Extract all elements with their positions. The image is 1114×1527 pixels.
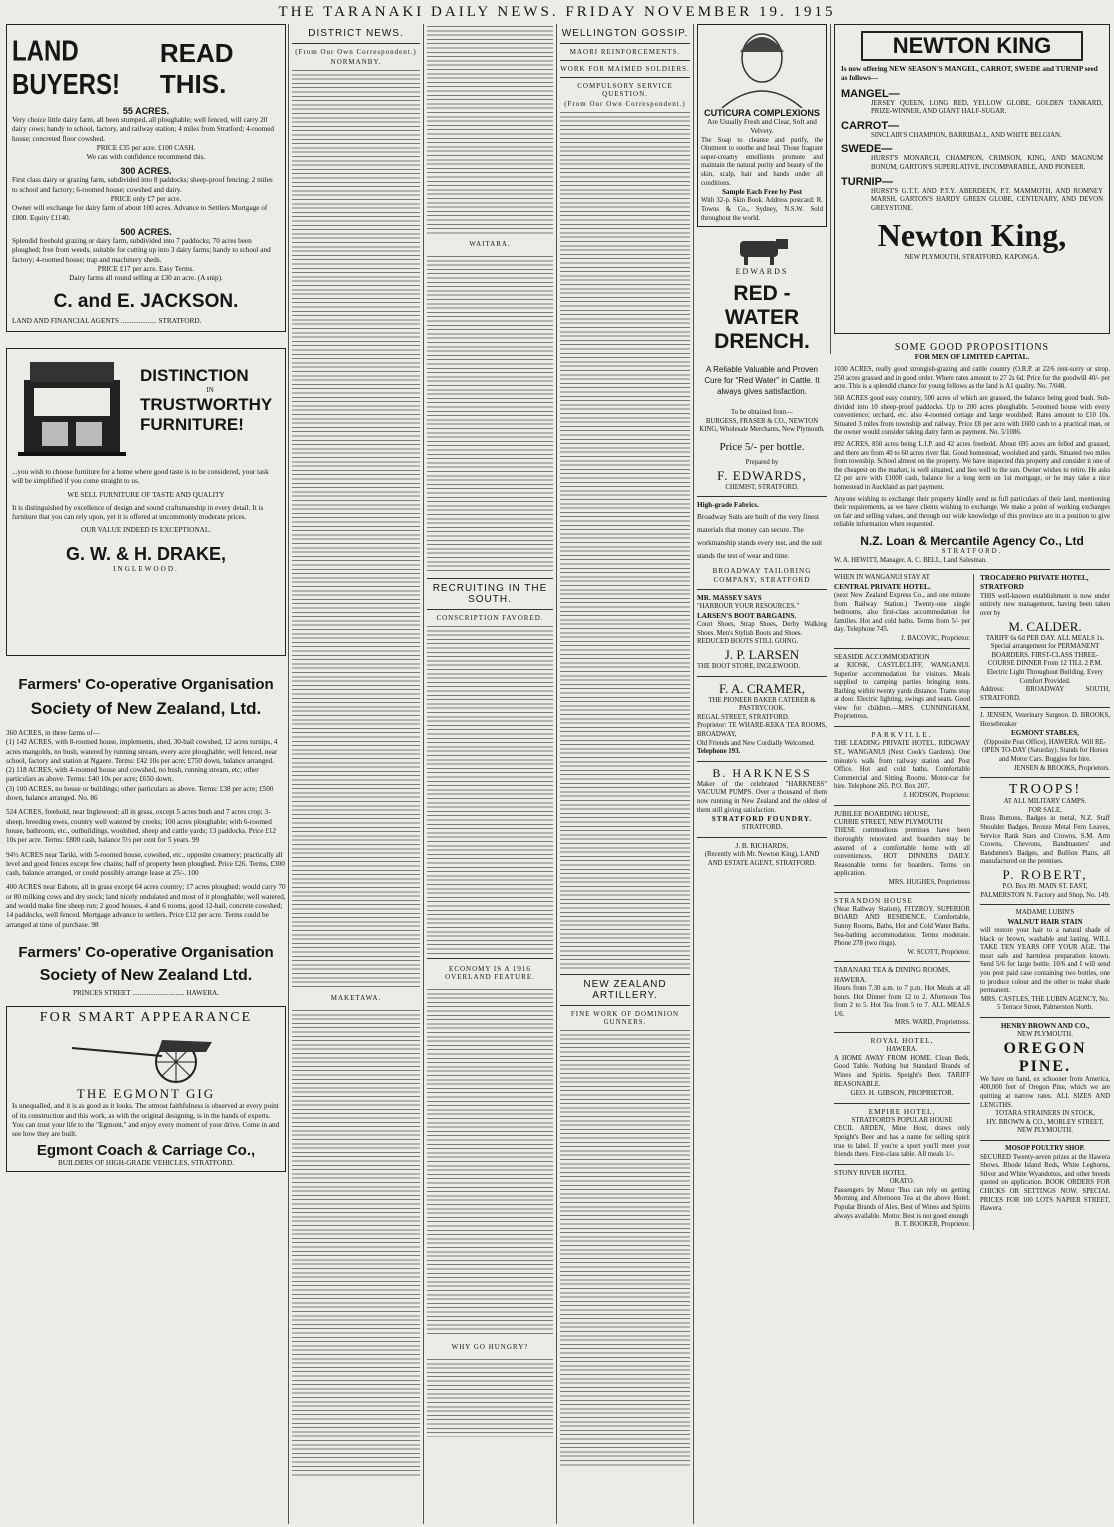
farmers-advert-1 — [6, 676, 286, 930]
royal-text: A HOME AWAY FROM HOME. Clean Beds, Good Table. Nothing but Standard Brands of Wines and Spirits. Speight's Beer. TARIFF REASONABLE. — [834, 1054, 970, 1088]
column-rule — [556, 24, 557, 1524]
drench-text: A Reliable Valuable and Proven Cure for "Red Water" in Cattle. It always gives satisfaction. — [704, 365, 820, 397]
hy-brown-line: HY. BROWN & CO., MORLEY STREET, NEW PLYMOUTH. — [986, 1118, 1104, 1135]
trustworthy-heading: TRUSTWORTHY — [140, 395, 273, 415]
acres-55-note: We can with confidence recommend this. — [86, 153, 206, 162]
robert-name: P. ROBERT, — [1002, 866, 1088, 882]
trocadero-text: THIS well-known establishment is now under entirely new management, having been taken over by — [980, 592, 1110, 617]
jensen-line: J. JENSEN, Veterinary Surgeon. D. BROOKS, Horsebreaker — [980, 712, 1110, 728]
troops-heading: TROOPS! — [1008, 782, 1082, 798]
carrot-list: SINCLAIR'S CHAMPION, BARRIBALL, AND WHITE BELGIAN. — [871, 131, 1062, 139]
nz-loan-name: N.Z. Loan & Mercantile Agency Co., Ltd — [860, 533, 1084, 548]
gibson-line: GEO. H. GIBSON, PROPRIETOR. — [850, 1089, 954, 1098]
mangel-heading: MANGEL— — [841, 87, 900, 100]
drake-name: G. W. & H. DRAKE, — [65, 543, 226, 564]
for-sale-line: FOR SALE, — [1028, 806, 1062, 814]
swede-list: HURST'S MONARCH, CHAMPION, CRIMSON, KING, AND MAGNUM BONUM, GARTON'S SUPERLATIVE, INCOMPARABLE, AND PIONEER. — [871, 155, 1103, 171]
richards-text: (Recently with Mr. Newton King), LAND AND ESTATE AGENT, STRATFORD. — [704, 851, 820, 867]
farmers-advert-2 — [6, 944, 286, 998]
wellington-body — [560, 110, 690, 970]
oregon-text: We have on hand, ex schooner from America, 400,000 feet of Oregon Pine, which we are quitting at narrow rates. ALL SIZES AND LENGTHS. — [980, 1075, 1110, 1109]
egmont-gig-heading: THE EGMONT GIG — [76, 1086, 216, 1102]
why-go-hungry-heading: WHY GO HUNGRY? — [451, 1343, 529, 1351]
cuticura-sub: Are Usually Fresh and Clear, Soft and Velvety. — [707, 118, 817, 136]
central-text: (next New Zealand Express Co., and one minute from Railway Station.) Twenty-one single bedrooms, also first-class accommodation for families. Hot and cold baths. Terms from 5/- per day. Telephone 745. — [834, 592, 970, 634]
prop-1030: 1030 ACRES, really good strongish-grazing and cattle country (O.R.P. at 22/6 rent-sorry or strop. 250 acres grassed and in good order. Where rates amount to 27 2s 6d. Price for the goodwill 40/- per acre. This is a splendid chance for young fellows as the land is A1 quality. No. 7/048. — [834, 366, 1110, 391]
bacovic-line: J. BACOVIC, Proprietor. — [901, 635, 970, 643]
column-2 — [292, 24, 420, 1478]
waitara-heading: WAITARA. — [469, 240, 511, 248]
foundry-place: STRATFORD. — [741, 824, 783, 832]
robert-address: P.O. Box 89. MAIN ST. EAST, PALMERSTON N. Factory and Shop, No. 149. — [980, 882, 1110, 899]
distinction-heading: DISTINCTION — [140, 366, 249, 385]
seaside-heading: SEASIDE ACCOMMODATION — [834, 652, 930, 661]
totara-line: TOTARA STRAINERS IN STOCK, — [995, 1110, 1095, 1118]
walnut-heading: WALNUT HAIR STAIN — [1007, 917, 1083, 926]
calder-name: M. CALDER. — [1008, 618, 1082, 634]
cramer-name: F. A. CRAMER, — [718, 680, 805, 696]
own-correspondent: (From Our Own Correspondent.) — [295, 48, 417, 56]
district-news-heading: DISTRICT NEWS. — [308, 28, 404, 39]
trocadero-address: Address: BROADWAY SOUTH, STRATFORD. — [980, 686, 1110, 702]
smart-appearance: FOR SMART APPEARANCE — [39, 1010, 253, 1026]
royal-place: HAWERA. — [886, 1046, 918, 1054]
fabrics-heading: High-grade Fabrics. — [697, 501, 759, 510]
troops-text: Brass Buttons, Badges in metal, N.Z. Staff Shoulder Badges, Bronze Metal Fern Leaves, Service Rank Stars and Crowns, S.M. Arm Crowns, Chevrons, Bandmasters' and Bandsmen's Badges, and Bullion Plaits, all manufactured on the premises. — [980, 815, 1110, 866]
recruiting-heading: RECRUITING IN THE SOUTH. — [432, 583, 548, 605]
turnip-list: HURST'S G.T.T. AND P.T.Y. ABERDEEN, P.T. MAMMOTH, AND ROMNEY MARSH, GARTON'S HARDY GREEN GLOBE, CENTENARY, AND DEVON GREYSTONE. — [871, 187, 1103, 212]
foundry-name: STRATFORD FOUNDRY. — [711, 815, 813, 824]
nz-loan-place: STRATFORD. — [941, 547, 1003, 555]
currie-line: CURRIE STREET, NEW PLYMOUTH — [834, 818, 943, 826]
drake-advert — [6, 348, 286, 656]
tariff-text: TARIFF 6s 6d PER DAY. ALL MEALS 1s. Special arrangement for PERMANENT BOARDERS. FIRST-CLASS THREE-COURSE DINNER From 12 TILL 2 P.M. Electric Light Throughout Building. Every Comfort Provided. — [985, 634, 1105, 685]
chemist-line: CHEMIST, STRATFORD. — [725, 483, 799, 491]
column-6 — [834, 24, 1110, 1230]
acres-300-heading: 300 ACRES. — [120, 166, 172, 177]
furniture-heading: FURNITURE! — [140, 415, 244, 435]
column-rule — [693, 24, 694, 1524]
maketawa-body — [292, 1008, 420, 1478]
waitara-body — [427, 254, 553, 574]
hotels-column — [834, 574, 974, 1230]
farmers-heading-2: Farmers' Co-operative Organisation — [18, 943, 274, 961]
cuticura-text: The Soap to cleanse and purify, the Ointment to soothe and heal. Those fragrant super-creamy emollients promote and maintain the natural purity and beauty of the skin, scalp, hair and hands under all conditions. — [701, 136, 823, 187]
farm-360: 360 ACRES, in three farms of— — [6, 729, 100, 737]
acres-300-price: PRICE only £7 per acre. — [110, 195, 182, 204]
hodson-line: J. HODSON, Proprietor. — [903, 791, 970, 799]
acres-500-price: PRICE £17 per acre. Easy Terms. — [97, 264, 195, 273]
richards-name: J. B. RICHARDS, — [735, 842, 789, 851]
ward-line: MRS. WARD, Proprietress. — [894, 1019, 970, 1027]
turnip-heading: TURNIP— — [841, 175, 893, 188]
furniture-illustration-icon — [12, 352, 132, 462]
economy-heading: ECONOMY IS A 1916 OVERLAND FEATURE. — [445, 965, 535, 981]
cuticura-heading: CUTICURA COMPLEXIONS — [704, 108, 820, 118]
district-news-body — [292, 68, 420, 988]
jackson-name: C. and E. JACKSON. — [53, 291, 239, 313]
broadway-text: Broadway Suits are built of the very finest materials that money can secure. The workmanship stands every test, and the suit stands the test of wear and time. — [697, 512, 823, 560]
right-ads-column — [980, 574, 1110, 1230]
whare-line: Proprietor: TE WHARE-KEKA TEA ROOMS, BROADWAY, — [697, 722, 827, 739]
camps-line: AT ALL MILITARY CAMPS. — [1003, 798, 1087, 806]
column-3 — [427, 24, 553, 1437]
poultry-heading: MOSOP POULTRY SHOP. — [1005, 1144, 1085, 1152]
column-4 — [560, 24, 690, 1468]
sample-text: With 32-p. Skin Book. Address postcard: R. Towns & Co., Sydney, N.S.W. Sold throughout the world. — [701, 197, 823, 222]
drench-heading: DRENCH. — [714, 330, 810, 354]
farm-360-2: (2) 118 ACRES, with 4-roomed house and cowshed, no bush, running stream, etc; other particulars as above. Terms: £40 10s per acre; £650 down. — [6, 766, 259, 784]
booker-line: B. T. BOOKER, Proprietor. — [894, 1221, 970, 1229]
jubilee-text: THESE commodious premises have been thoroughly renovated and boarders may be assured of a comfortable home with all conveniences. HOT DINNERS DAILY. Reasonable terms for boarders. Terms on application. — [834, 827, 970, 878]
furniture-text-2: It is distinguished by excellence of design and sound craftsmanship in every detail. It is furniture that you can rely upon, yet it is offered at uncommonly moderate prices. — [12, 503, 264, 522]
old-friends-line: Old Friends and New Cordially Welcomed. — [697, 739, 815, 747]
masthead: THE TARANAKI DAILY NEWS. FRIDAY NOVEMBER 19. 1915 — [278, 4, 836, 20]
princes-street: PRINCES STREET ............................. HAWERA. — [72, 988, 220, 997]
walnut-text: will restore your hair to a natural shade of black or brown, washable and lasting. WILL TAKE TEN YEARS OFF YOUR AGE. The most safe and harmless preparation known. Send 5/6 for large bottle. 10/6 and I will send you post paid case containing two bottles, one to produce colour and the other to make shade permanent. — [980, 926, 1110, 995]
edwards-heading: EDWARDS — [735, 267, 789, 277]
burgess-line: BURGESS, FRASER & CO., NEWTON KING, Wholesale Merchants, New Plymouth. — [699, 417, 825, 434]
furniture-sell: WE SELL FURNITURE OF TASTE AND QUALITY — [67, 490, 225, 499]
empire-sub: STRATFORD'S POPULAR HOUSE — [851, 1116, 953, 1124]
column-rule — [288, 24, 289, 1524]
f-edwards-name: F. EDWARDS, — [717, 467, 807, 483]
lubin-heading: MADAME LUBIN'S — [1015, 909, 1075, 917]
society-heading-2: Society of New Zealand Ltd. — [39, 966, 253, 984]
red-water-heading: RED - WATER — [724, 282, 800, 330]
egmont-gig-advert — [6, 1006, 286, 1172]
acres-55-heading: 55 ACRES. — [122, 106, 170, 116]
furniture-text: ...you wish to choose furniture for a home where good taste is to be considered, your task will be simplified if you come straight to us. — [12, 468, 269, 486]
acres-300-note: Owner will exchange for dairy farm of about 100 acres. Advance to Settlers Mortgage of £800. Equity £1140. — [12, 204, 268, 222]
carrot-heading: CARROT— — [841, 119, 900, 132]
acres-500-text: Splendid freehold grazing or dairy farm, subdivided into 7 paddocks; 70 acres been ploughed; free from weeds, suitable for cutting up into 3 dairy farms; handy to school and factory; 4-roomed house; trap and machinery sheds. — [12, 236, 271, 264]
acres-500-heading: 500 ACRES. — [120, 226, 172, 237]
parkville-text: THE LEADING PRIVATE HOTEL, RIDGWAY ST., WANGANUI (Next Cook's Gardens). One minute's walk from railway station and Post Office. Hot and cold baths. Comfortable Commercial and Sitting Rooms. Motor-car for hire. Telephone 265. P.O. Box 207. — [834, 740, 970, 791]
boot-store-line: THE BOOT STORE, INGLEWOOD. — [697, 663, 801, 671]
maori-heading: MAORI REINFORCEMENTS. — [569, 48, 681, 56]
farm-94: 94½ ACRES near Tariki, with 5-roomed house, cowshed, etc., opposite creamery; practically all level and good fences except few chains; half of property been ploughed. Price £26. Terms, £300 cash, balance arranged, or could possibly arrange lease at 25/-. 100 — [6, 850, 285, 878]
cow-icon — [732, 233, 792, 267]
scott-line: W. SCOTT, Proprietor. — [907, 948, 970, 956]
recruiting-body — [427, 624, 553, 954]
okato-line: OKATO. — [889, 1178, 915, 1186]
newton-king-advert — [834, 24, 1110, 334]
propositions-heading: SOME GOOD PROPOSITIONS — [894, 342, 1050, 353]
strandon-text: (Near Railway Station), FITZROY. SUPERIOR BOARD AND RESIDENCE. Comfortable, Sunny Rooms, Baths, Hot and Cold Water Baths. Sea-bathing accommodation. Terms moderate. Phone 278 (two rings). — [834, 905, 970, 948]
prop-892: 892 ACRES, 850 acres being L.I.P. and 42 acres freehold. About 695 acres are felled and grassed, and there are from 40 to 60 acres river flat. Good homestead, woolshed and yards. Situated two miles from township. School almost on the property. We have inspected this property and consider it one of the cheapest on the market, is well situated, and lies well to the sun. Owner wishes to retire. He asks £2 per acre with £1000 cash, balance for a long term on 1st mortgage, or he may take a nice homestead in Auckland as part payment. — [834, 441, 1110, 492]
royal-hotel-heading: ROYAL HOTEL, — [870, 1037, 934, 1045]
land-buyers-heading: LAND BUYERS! — [12, 35, 121, 102]
own-correspondent-4: (From Our Own Correspondent.) — [564, 100, 686, 108]
artillery-body — [560, 1028, 690, 1468]
acres-55-text: Very choice little dairy farm, all been stumped, all ploughable; well fenced, will carry 20 dairy cows; handy to school, factory, and railway station; 4 miles from Stratford; 4-roomed house; concreted floor cowshed. — [12, 116, 275, 143]
massey-heading: MR. MASSEY SAYS — [697, 594, 762, 603]
article-continued-body — [427, 24, 553, 234]
obtained-from: To be obtained from— — [730, 409, 793, 417]
empire-text: CECIL ARDEN, Mine Host, draws only Speight's Beer and has a name for selling spirit true to label. If you're a sport you'll meet your friends there. First-class table. All meals 1/-. — [834, 1125, 970, 1159]
parkville-heading: PARKVILLE. — [871, 731, 933, 740]
regal-line: REGAL STREET, STRATFORD. — [697, 713, 790, 721]
artillery-heading: NEW ZEALAND ARTILLERY. — [583, 979, 667, 1001]
limited-capital: FOR MEN OF LIMITED CAPITAL. — [914, 353, 1030, 361]
strandon-heading: STRANDON HOUSE — [834, 896, 913, 905]
henry-brown-heading: HENRY BROWN AND CO., — [1000, 1021, 1090, 1030]
jensen-brooks-line: JENSEN & BROOKS, Proprietors. — [1013, 764, 1110, 772]
farm-360-1: (1) 142 ACRES, with 8-roomed house, implements, shed, 30-bail cowshed, 12 acres turnips, 4 acres mangolds, no bush, watered by running stream, every acre ploughable; well fenced, near school, factory and station at Ngaere. Terms: £42 10s per acre; £750 down, balance arranged. — [6, 738, 278, 765]
jubilee-heading: JUBILEE BOARDING HOUSE, — [834, 809, 930, 818]
in-word: IN — [206, 386, 214, 394]
stony-river-heading: STONY RIVER HOTEL — [834, 1168, 907, 1177]
furniture-value: OUR VALUE INDEED IS EXCEPTIONAL. — [80, 526, 212, 535]
mangel-list: JERSEY QUEEN, LONG RED, YELLOW GLOBE, GOLDEN TANKARD, PRIZE-WINNER, AND GIANT HALF-SUGAR. — [871, 99, 1103, 116]
read-this-heading: READ THIS. — [159, 38, 234, 99]
maimed-heading: WORK FOR MAIMED SOLDIERS. — [560, 65, 690, 73]
column-1 — [6, 24, 286, 1172]
hewitt-line: W. A. HEWITT, Manager. A. C. BELL, Land Salesman. — [834, 556, 987, 564]
acres-55-price: PRICE £35 per acre. £100 CASH. — [96, 143, 196, 152]
society-heading-1: Society of New Zealand, Ltd. — [30, 699, 262, 718]
builders-line: BUILDERS OF HIGH-GRADE VEHICLES, STRATFORD. — [58, 1159, 234, 1168]
larsen-name: J. P. LARSEN — [724, 647, 800, 663]
gig-text: Is unequalled, and it is as good as it looks. The utmost faithfulness is observed at every point of its construction and this work, as with the original designing, is in the hands of experts. You can trust your life to the "Egmont," and enjoy every moment of your drive. Come in and see how they are built. — [12, 1102, 280, 1139]
compulsory-heading: COMPULSORY SERVICE QUESTION. — [577, 82, 673, 98]
seed-offering: Is now offering NEW SEASON'S MANGEL, CARROT, SWEDE and TURNIP seed as follows— — [841, 65, 1098, 83]
harbour-line: "HARBOUR YOUR RESOURCES." — [697, 603, 800, 611]
egmont-coach-name: Egmont Coach & Carriage Co., — [36, 1142, 256, 1160]
empire-hotel-heading: EMPIRE HOTEL, — [868, 1107, 936, 1116]
newton-king-places: NEW PLYMOUTH, STRATFORD, KAPONGA. — [904, 254, 1040, 262]
prepared-by: Prepared by — [745, 459, 779, 467]
swede-heading: SWEDE— — [841, 143, 893, 156]
gig-illustration-icon — [66, 1028, 226, 1084]
prop-560: 560 ACRES good easy country, 500 acres of which are grassed, the balance being good bush. Sub-divided into 10 sheep-proof paddocks. Up to 200 acres ploughable. 5-roomed house with every convenience; orchard, etc. also 4-roomed cottage and large woolshed. Rates amount to £10 10s. Situated 3 miles from township and railway. Price £8 per acre with £600 cash to a practical man, or the owner would consider taking dairy farm as payment. No. 5/1086. — [834, 395, 1110, 437]
exchange-note: Anyone wishing to exchange their property kindly send us full particulars of their land, mentioning their requirements, as we have clients wishing to exchange. We make a point of working exchanges on fair and selling values, and through our wide knowledge of this province are in a position to give reliable information when requested. — [834, 495, 1110, 529]
hungry-body — [427, 1357, 553, 1437]
cuticura-advert — [697, 24, 827, 227]
farm-360-3: (3) 100 ACRES, no house or buildings; other particulars as above. Terms: £38 per acre; £500 down, balance arranged. No. 86 — [6, 784, 274, 803]
normanby-heading: NORMANBY. — [330, 58, 382, 66]
sample-heading: Sample Each Free by Post — [721, 188, 803, 197]
maketawa-heading: MAKETAWA. — [330, 994, 382, 1002]
larsen-bargains: LARSEN'S BOOT BARGAINS. — [697, 611, 797, 620]
jackson-line: LAND AND FINANCIAL AGENTS .................... STRATFORD. — [12, 317, 202, 326]
column-rule — [423, 24, 424, 1524]
harkness-text: Maker of the celebrated "HARKNESS" VACUUM PUMPS. Over a thousand of them now running in New Zealand and the oldest of them still giving satisfaction. — [697, 780, 827, 814]
wellington-gossip-heading: WELLINGTON GOSSIP. — [561, 28, 689, 39]
castles-line: MRS. CASTLES, THE LUBIN AGENCY, No. 5 Terrace Street, Palmerston North. — [980, 995, 1110, 1012]
acres-500-note: Dairy farms all round selling at £30 an acre. (A snip). — [69, 274, 223, 283]
taranaki-tea-heading: TARANAKI TEA & DINING ROOMS, HAWERA. — [834, 966, 951, 984]
harkness-name: B. HARKNESS — [712, 765, 812, 780]
farmers-heading-1: Farmers' Co-operative Organisation — [18, 676, 274, 693]
farm-400: 400 ACRES near Eahotu, all in grass except 64 acres country; 17 acres ploughed; would carry 70 or 80 milking cows and dry stock; land nicely undulated and most of it ploughable; well watered, and would make fine sheep run; 2 good houses, 4 and 6 rooms, good 12-bail, concrete cowshed; 14 paddocks, well fenced. Mortgage advance to settlers. Price £12 per acre. Terms could be arranged at time of purchase. 98 — [6, 883, 286, 929]
propositions-advert — [834, 342, 1110, 565]
central-hotel: CENTRAL PRIVATE HOTEL. — [834, 582, 931, 591]
stables-text: (Opposite Post Office), HAWERA. Will RE-OPEN TO-DAY (Saturday). Stands for Horses and Motor Cars. Buggies for hire. — [981, 738, 1109, 763]
conscription-heading: CONSCRIPTION FAVORED. — [436, 614, 544, 622]
column-rule — [830, 24, 831, 354]
broadway-name: BROADWAY TAILORING COMPANY, STRATFORD — [712, 566, 812, 584]
drake-place: INGLEWOOD. — [113, 564, 179, 573]
economy-body — [427, 987, 553, 1337]
telephone-line: Telephone 193. — [697, 748, 741, 756]
trocadero-heading: TROCADERO PRIVATE HOTEL, STRATFORD — [980, 574, 1089, 592]
wanganui-line: WHEN IN WANGANUI STAY AT — [834, 574, 930, 582]
portrait-illustration-icon — [702, 28, 822, 108]
stony-text: Passengers by Motor 'Bus can rely on getting Morning and Afternoon Tea at the above Hotel. Popular Brands of Ales, Best of Wines and Spirits always available. Motto: Best is not good enough — [834, 1186, 970, 1220]
jackson-advert — [6, 24, 286, 332]
taranaki-text: Hours from 7.30 a.m. to 7 p.m. Hot Meals at all hours. Hot Dinner from 12 to 2. Afternoon Tea from 2 to 5. Hot Tea from 5 to 7. ALL MEALS 1/6. — [834, 985, 970, 1018]
oregon-pine-heading: OREGON PINE. — [1003, 1039, 1087, 1075]
henry-brown-place: NEW PLYMOUTH. — [1017, 1031, 1073, 1039]
larsen-text: Court Shoes, Strap Shoes, Derby Walking Shoes. Men's Stylish Boots and Shoes. — [697, 621, 827, 637]
egmont-stables-heading: EGMONT STABLES, — [1010, 729, 1080, 738]
column-5 — [697, 24, 827, 869]
acres-300-text: First class dairy or grazing farm, subdivided into 8 paddocks; sheep-proof fencing; 2 miles to school and factory; 6-roomed house; cowshed and dairy. — [12, 176, 273, 194]
baker-line: THE PIONEER BAKER CATERER & PASTRYCOOK. — [708, 696, 816, 713]
drench-price: Price 5/- per bottle. — [719, 441, 805, 454]
newton-king-big: Newton King, — [877, 217, 1067, 254]
seaside-text: at KIOSK, CASTLECLIFF, WANGANUI. Superior accommodation for visitors. Meals supplied to camping parties bringing tents. Bathing within twenty yards distance. Trams stop at door. Electric lighting, swings and seats. Good view for children.—MRS. CUNNINGHAM, Proprietress. — [834, 661, 970, 721]
poultry-text: SECURED Twenty-seven prizes at the Hawera Shows. Rhode Island Reds, White Leghorns, Silver and White Wyandottes, and other breeds quoted on application. BOOK ORDERS FOR CHICKS OR SETTINGS NOW. SPECIAL PRICES FOR 100 LOTS NAPIER STREET, Hawera. — [980, 1153, 1110, 1213]
farm-524: 524 ACRES, freehold, near Inglewood; all in grass, except 5 acres bush and 7 acres crop; 3-sheep, breeding ewes, country well watered by creeks; 100 acres ploughable; with 6-roomed house, bathroom, etc., outbuildings, woolshed, sheep and cattle yards; 13 paddocks. Price £12 10s per acre. Terms: £800 cash, balance 5½ per cent for 5 years. 99 — [6, 808, 277, 845]
hughes-line: MRS. HUGHES, Proprietress — [888, 878, 970, 886]
fine-work-heading: FINE WORK OF DOMINION GUNNERS. — [570, 1010, 680, 1026]
reduced-line: REDUCED BOOTS STILL GOING. — [697, 638, 799, 646]
newton-king-heading: NEWTON KING — [861, 31, 1083, 61]
